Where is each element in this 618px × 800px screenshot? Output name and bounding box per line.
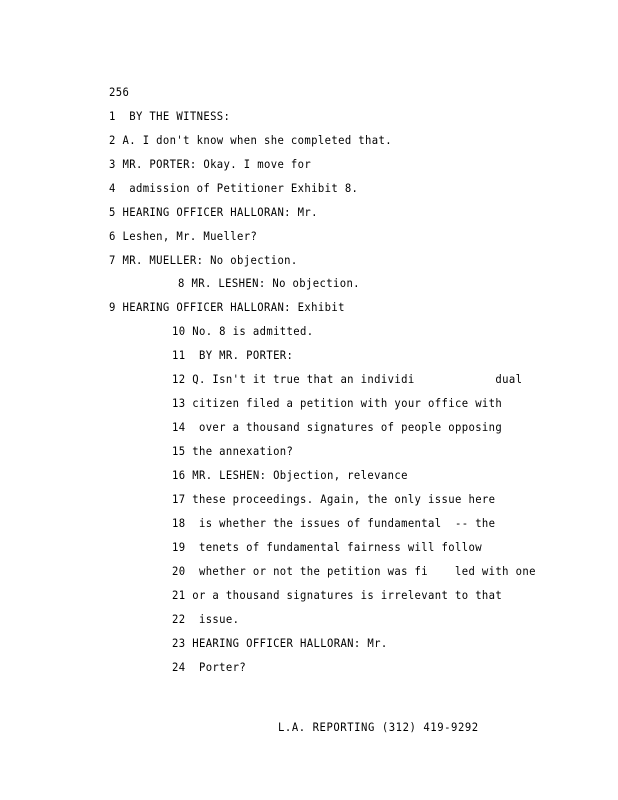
page-number: 256 — [109, 85, 130, 99]
transcript-line-21: 21 or a thousand signatures is irrelevant to that — [172, 588, 503, 602]
transcript-line-7: 7 MR. MUELLER: No objection. — [109, 253, 298, 267]
transcript-line-2: 2 A. I don't know when she completed that. — [109, 133, 392, 147]
transcript-line-20: 20 whether or not the petition was fi led with one — [172, 564, 536, 578]
transcript-line-8: 8 MR. LESHEN: No objection. — [178, 276, 360, 290]
transcript-line-1: 1 BY THE WITNESS: — [109, 109, 231, 123]
transcript-line-18: 18 is whether the issues of fundamental -- the — [172, 516, 496, 530]
transcript-line-15: 15 the annexation? — [172, 444, 294, 458]
transcript-line-19: 19 tenets of fundamental fairness will follow — [172, 540, 482, 554]
transcript-line-12: 12 Q. Isn't it true that an individi dual — [172, 372, 523, 386]
transcript-line-3: 3 MR. PORTER: Okay. I move for — [109, 157, 312, 171]
transcript-line-9: 9 HEARING OFFICER HALLORAN: Exhibit — [109, 300, 345, 314]
transcript-line-14: 14 over a thousand signatures of people opposing — [172, 420, 503, 434]
transcript-line-23: 23 HEARING OFFICER HALLORAN: Mr. — [172, 636, 388, 650]
transcript-line-13: 13 citizen filed a petition with your office with — [172, 396, 503, 410]
transcript-line-16: 16 MR. LESHEN: Objection, relevance — [172, 468, 408, 482]
transcript-line-5: 5 HEARING OFFICER HALLORAN: Mr. — [109, 205, 318, 219]
transcript-line-24: 24 Porter? — [172, 660, 247, 674]
transcript-line-17: 17 these proceedings. Again, the only issue here — [172, 492, 496, 506]
transcript-line-10: 10 No. 8 is admitted. — [172, 324, 314, 338]
transcript-line-11: 11 BY MR. PORTER: — [172, 348, 294, 362]
transcript-line-4: 4 admission of Petitioner Exhibit 8. — [109, 181, 359, 195]
reporter-footer: L.A. REPORTING (312) 419-9292 — [278, 720, 479, 734]
transcript-line-6: 6 Leshen, Mr. Mueller? — [109, 229, 258, 243]
transcript-line-22: 22 issue. — [172, 612, 240, 626]
